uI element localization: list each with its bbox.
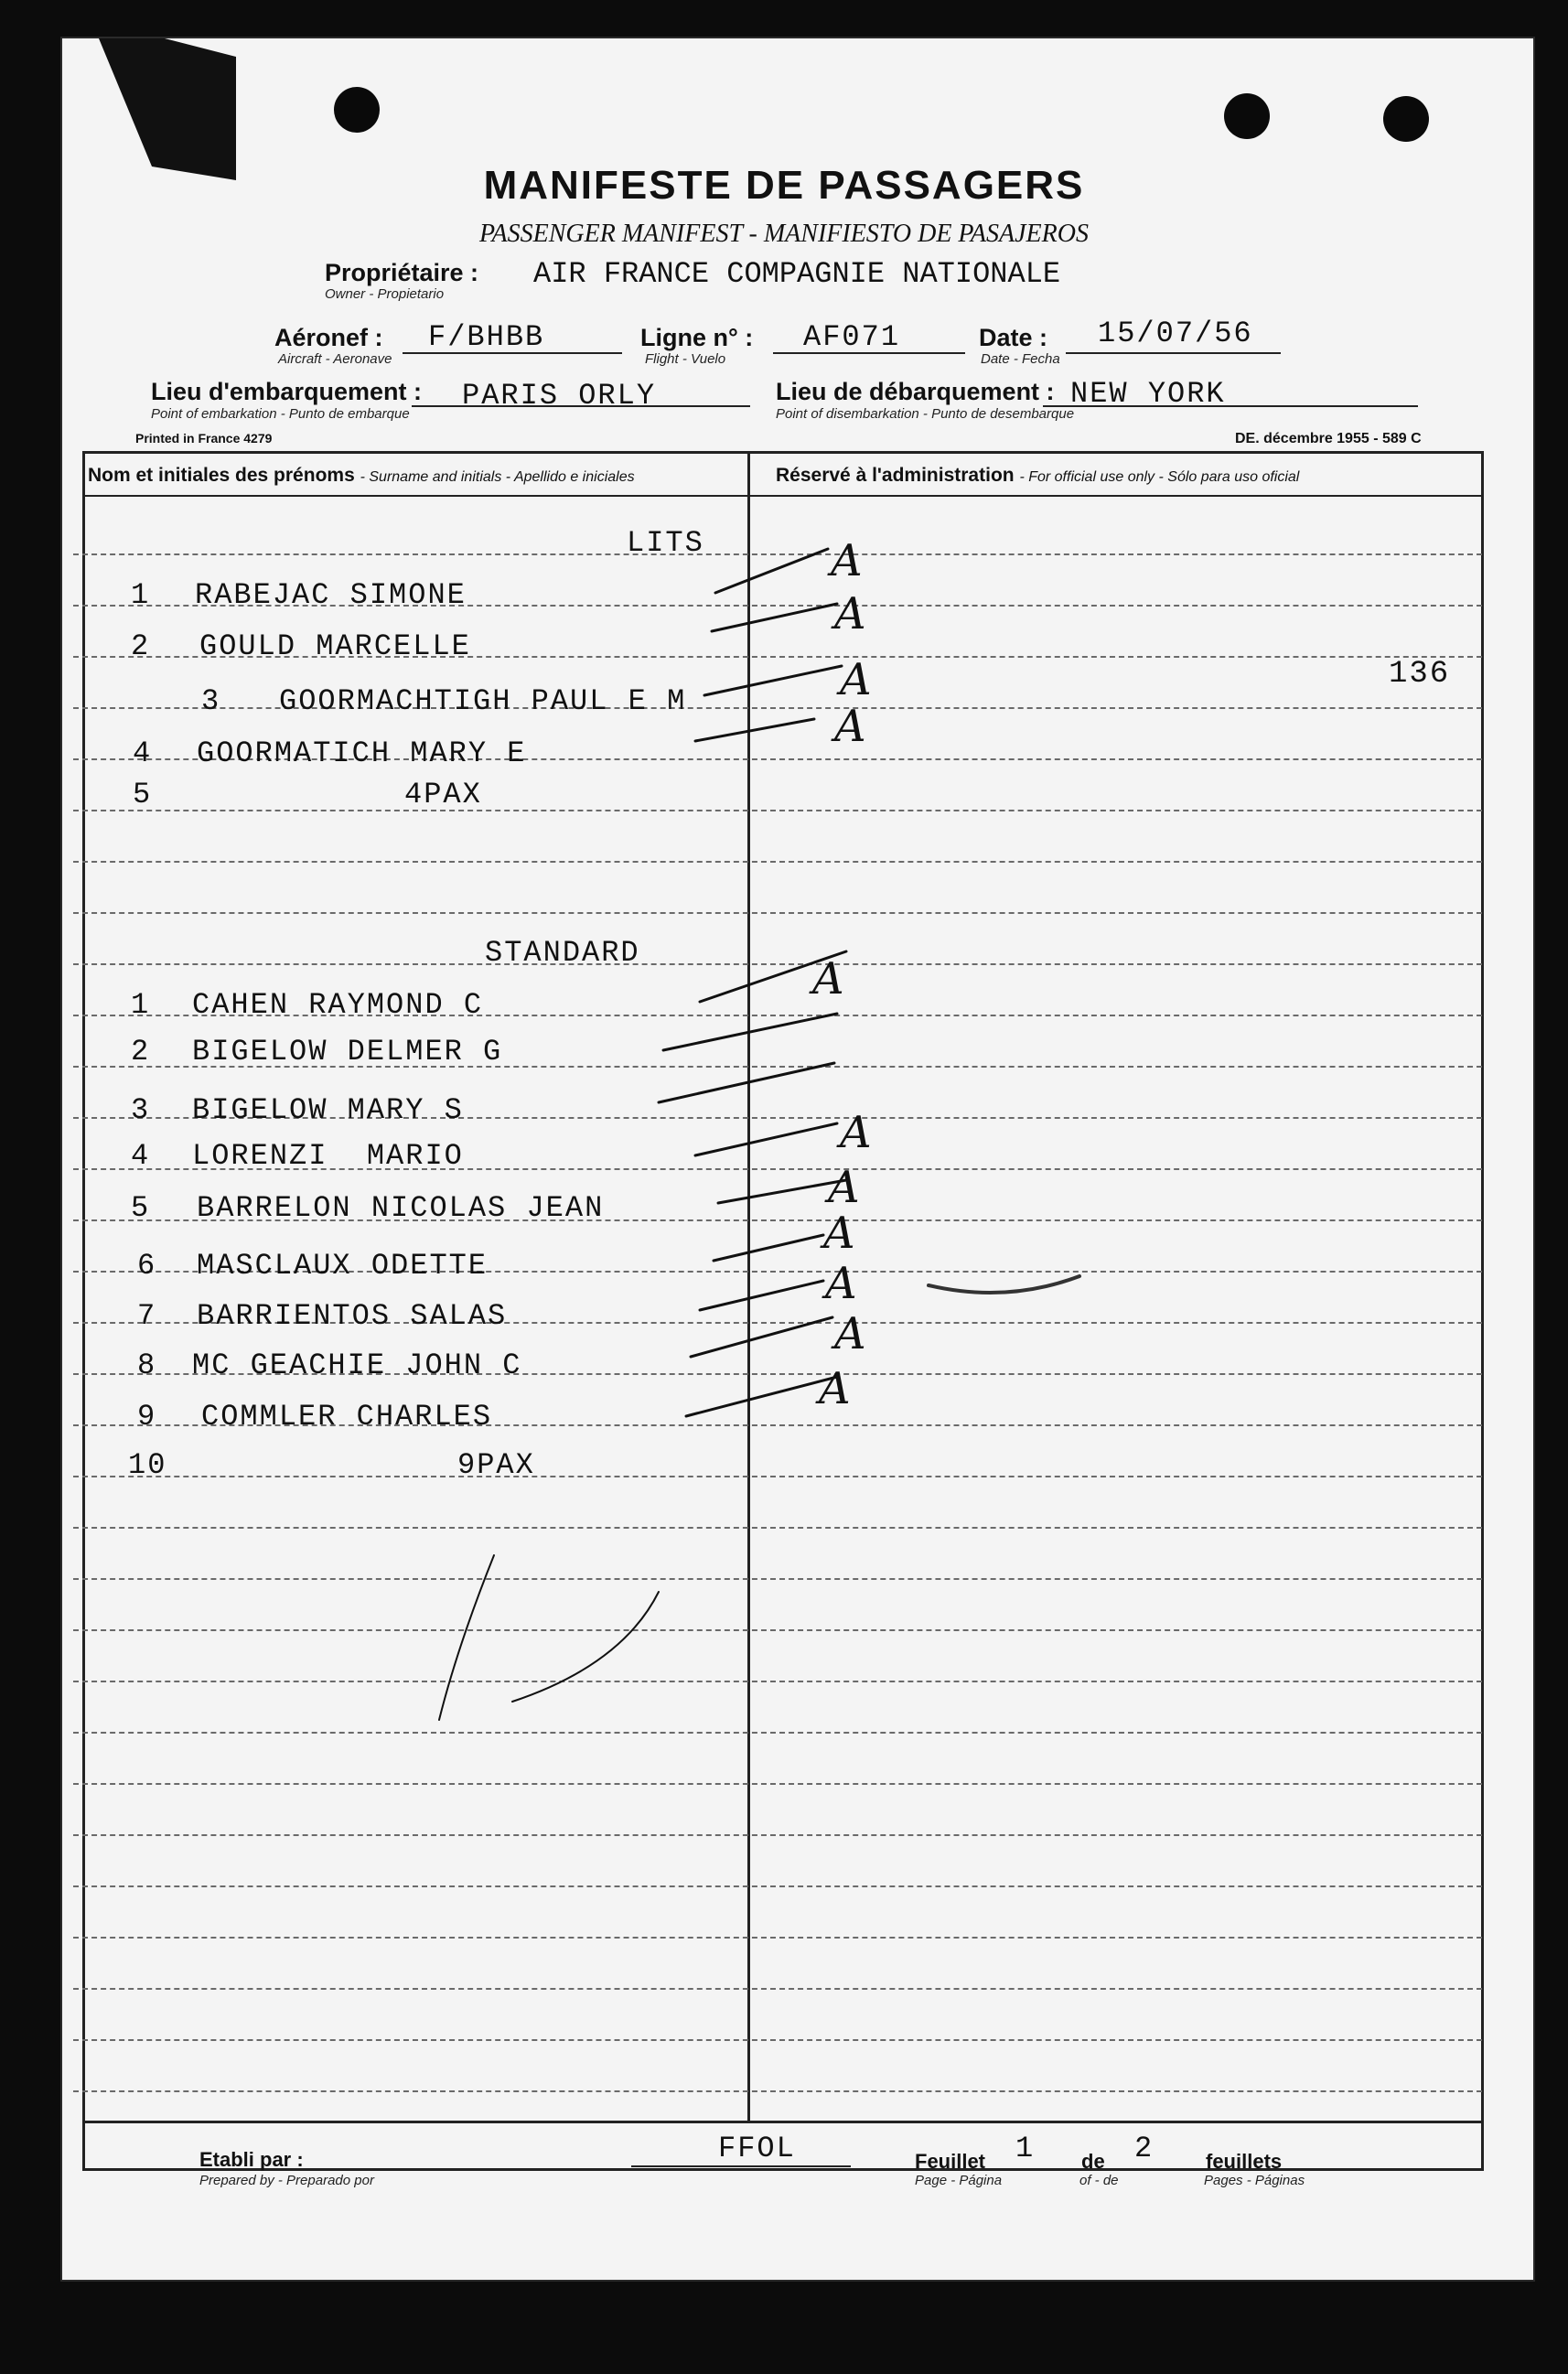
standard-row-5-num: 5 bbox=[131, 1191, 151, 1225]
standard-row-9-name: COMMLER CHARLES bbox=[201, 1400, 493, 1434]
prepared-underline bbox=[631, 2165, 851, 2167]
embark-value: PARIS ORLY bbox=[462, 379, 657, 413]
standard-row-8-name: MC GEACHIE JOHN C bbox=[192, 1348, 522, 1382]
standard-row-3-num: 3 bbox=[131, 1093, 151, 1127]
ruled-line bbox=[73, 1783, 1482, 1785]
of-sublabel: of - de bbox=[1079, 2173, 1119, 2188]
prepared-label: Etabli par : bbox=[199, 2148, 304, 2171]
flight-sublabel: Flight - Vuelo bbox=[645, 351, 726, 367]
ruled-line bbox=[73, 1834, 1482, 1836]
lits-row-5-name: 4PAX bbox=[404, 778, 482, 811]
page-sublabel: Page - Página bbox=[915, 2173, 1003, 2188]
of-label: de bbox=[1081, 2150, 1105, 2173]
punch-hole-right-2 bbox=[1383, 96, 1429, 142]
aircraft-label: Aéronef : bbox=[274, 324, 383, 351]
column-header-names-sub: - Surname and initials - Apellido e iniciales bbox=[360, 469, 635, 485]
date-underline bbox=[1066, 352, 1281, 354]
ruled-line bbox=[73, 553, 1482, 555]
lits-row-5-num: 5 bbox=[133, 778, 153, 811]
total-pages-value: 2 bbox=[1134, 2132, 1155, 2165]
prepared-sublabel: Prepared by - Preparado por bbox=[199, 2173, 374, 2188]
aircraft-value: F/BHBB bbox=[428, 320, 545, 354]
pages-label: feuillets bbox=[1206, 2150, 1283, 2173]
standard-row-7-name: BARRIENTOS SALAS bbox=[197, 1299, 508, 1333]
embark-underline bbox=[412, 405, 750, 407]
lits-row-2-num: 2 bbox=[131, 629, 151, 663]
standard-row-8-num: 8 bbox=[137, 1348, 157, 1382]
column-header-admin-sub: - For official use only - Sólo para uso oficial bbox=[1019, 469, 1300, 485]
owner-sublabel: Owner - Propietario bbox=[325, 286, 445, 302]
standard-row-6-name: MASCLAUX ODETTE bbox=[197, 1249, 489, 1283]
torn-corner-shadow bbox=[99, 38, 236, 180]
date-value: 15/07/56 bbox=[1098, 317, 1253, 350]
disembark-sublabel: Point of disembarkation - Punto de desembarque bbox=[776, 406, 1075, 422]
punch-hole-right-1 bbox=[1224, 93, 1270, 139]
standard-row-4-num: 4 bbox=[131, 1139, 151, 1173]
lits-row-4-mark: A bbox=[834, 701, 866, 752]
lits-row-1-num: 1 bbox=[131, 578, 151, 612]
header-rule bbox=[82, 495, 1484, 497]
lits-row-3-name: GOORMACHTIGH PAUL E M bbox=[279, 684, 687, 718]
ruled-line bbox=[73, 912, 1482, 914]
standard-row-10-num: 10 bbox=[128, 1448, 167, 1482]
ruled-line bbox=[73, 1629, 1482, 1631]
ruled-line bbox=[73, 810, 1482, 811]
ruled-line bbox=[73, 1937, 1482, 1939]
lits-row-2-mark: A bbox=[834, 588, 866, 639]
standard-row-2-num: 2 bbox=[131, 1035, 151, 1069]
pages-sublabel: Pages - Páginas bbox=[1204, 2173, 1305, 2188]
flight-underline bbox=[773, 352, 965, 354]
standard-row-8-mark: A bbox=[834, 1308, 866, 1359]
prepared-value: FFOL bbox=[718, 2132, 796, 2165]
owner-label: Propriétaire : bbox=[325, 259, 479, 286]
ruled-line bbox=[73, 2039, 1482, 2041]
standard-row-4-name: LORENZI MARIO bbox=[192, 1139, 464, 1173]
ruled-line bbox=[73, 2090, 1482, 2092]
page-label: Feuillet bbox=[915, 2150, 986, 2173]
ruled-line bbox=[73, 861, 1482, 863]
date-sublabel: Date - Fecha bbox=[981, 351, 1060, 367]
standard-row-10-name: 9PAX bbox=[457, 1448, 535, 1482]
standard-row-1-mark: A bbox=[812, 953, 844, 1004]
ruled-line bbox=[73, 1885, 1482, 1887]
standard-row-9-mark: A bbox=[819, 1363, 851, 1414]
form-subtitle: PASSENGER MANIFEST - MANIFIESTO DE PASAJEROS bbox=[479, 220, 1089, 248]
date-label: Date : bbox=[979, 324, 1048, 351]
lits-row-3-mark: A bbox=[840, 654, 872, 705]
lits-row-2-name: GOULD MARCELLE bbox=[199, 629, 471, 663]
column-header-admin-label: Réservé à l'administration bbox=[776, 465, 1015, 486]
standard-row-4-mark: A bbox=[840, 1107, 872, 1158]
flight-value: AF071 bbox=[803, 320, 901, 354]
page-value: 1 bbox=[1015, 2132, 1036, 2165]
standard-row-1-name: CAHEN RAYMOND C bbox=[192, 988, 484, 1022]
aircraft-sublabel: Aircraft - Aeronave bbox=[278, 351, 392, 367]
standard-row-7-num: 7 bbox=[137, 1299, 157, 1333]
margin-number: 136 bbox=[1389, 657, 1451, 692]
disembark-value: NEW YORK bbox=[1070, 377, 1226, 411]
standard-row-1-num: 1 bbox=[131, 988, 151, 1022]
standard-row-6-num: 6 bbox=[137, 1249, 157, 1283]
form-code: DE. décembre 1955 - 589 C bbox=[1235, 431, 1422, 446]
footer-rule bbox=[82, 2121, 1484, 2123]
ruled-line bbox=[73, 963, 1482, 965]
disembark-underline bbox=[1043, 405, 1418, 407]
standard-heading: STANDARD bbox=[485, 936, 640, 970]
printed-note: Printed in France 4279 bbox=[135, 431, 273, 446]
aircraft-underline bbox=[403, 352, 622, 354]
form-title: MANIFESTE DE PASSAGERS bbox=[483, 163, 1085, 208]
lits-row-1-name: RABEJAC SIMONE bbox=[195, 578, 467, 612]
ruled-line bbox=[73, 1988, 1482, 1990]
column-header-admin bbox=[776, 465, 1299, 487]
ruled-line bbox=[73, 1578, 1482, 1580]
disembark-label: Lieu de débarquement : bbox=[776, 378, 1055, 405]
column-divider bbox=[747, 451, 750, 2121]
flight-label: Ligne n° : bbox=[640, 324, 754, 351]
punch-hole-left bbox=[334, 87, 380, 133]
standard-row-5-name: BARRELON NICOLAS JEAN bbox=[197, 1191, 605, 1225]
column-header-names-label: Nom et initiales des prénoms bbox=[88, 465, 355, 486]
owner-value: AIR FRANCE COMPAGNIE NATIONALE bbox=[533, 257, 1061, 291]
standard-row-3-name: BIGELOW MARY S bbox=[192, 1093, 464, 1127]
column-header-names bbox=[88, 465, 635, 487]
standard-row-6-mark: A bbox=[823, 1208, 855, 1259]
lits-row-4-name: GOORMATICH MARY E bbox=[197, 736, 527, 770]
ruled-line bbox=[73, 1732, 1482, 1734]
lits-heading: LITS bbox=[627, 526, 704, 560]
standard-row-2-name: BIGELOW DELMER G bbox=[192, 1035, 503, 1069]
ruled-line bbox=[73, 1527, 1482, 1529]
lits-row-3-num: 3 bbox=[201, 684, 221, 718]
standard-row-9-num: 9 bbox=[137, 1400, 157, 1434]
standard-row-7-mark: A bbox=[825, 1258, 857, 1309]
standard-row-5-mark: A bbox=[828, 1162, 860, 1213]
embark-label: Lieu d'embarquement : bbox=[151, 378, 422, 405]
ruled-line bbox=[73, 1681, 1482, 1682]
ruled-line bbox=[73, 1476, 1482, 1477]
embark-sublabel: Point of embarkation - Punto de embarque bbox=[151, 406, 410, 422]
lits-row-1-mark: A bbox=[831, 535, 863, 586]
lits-row-4-num: 4 bbox=[133, 736, 153, 770]
